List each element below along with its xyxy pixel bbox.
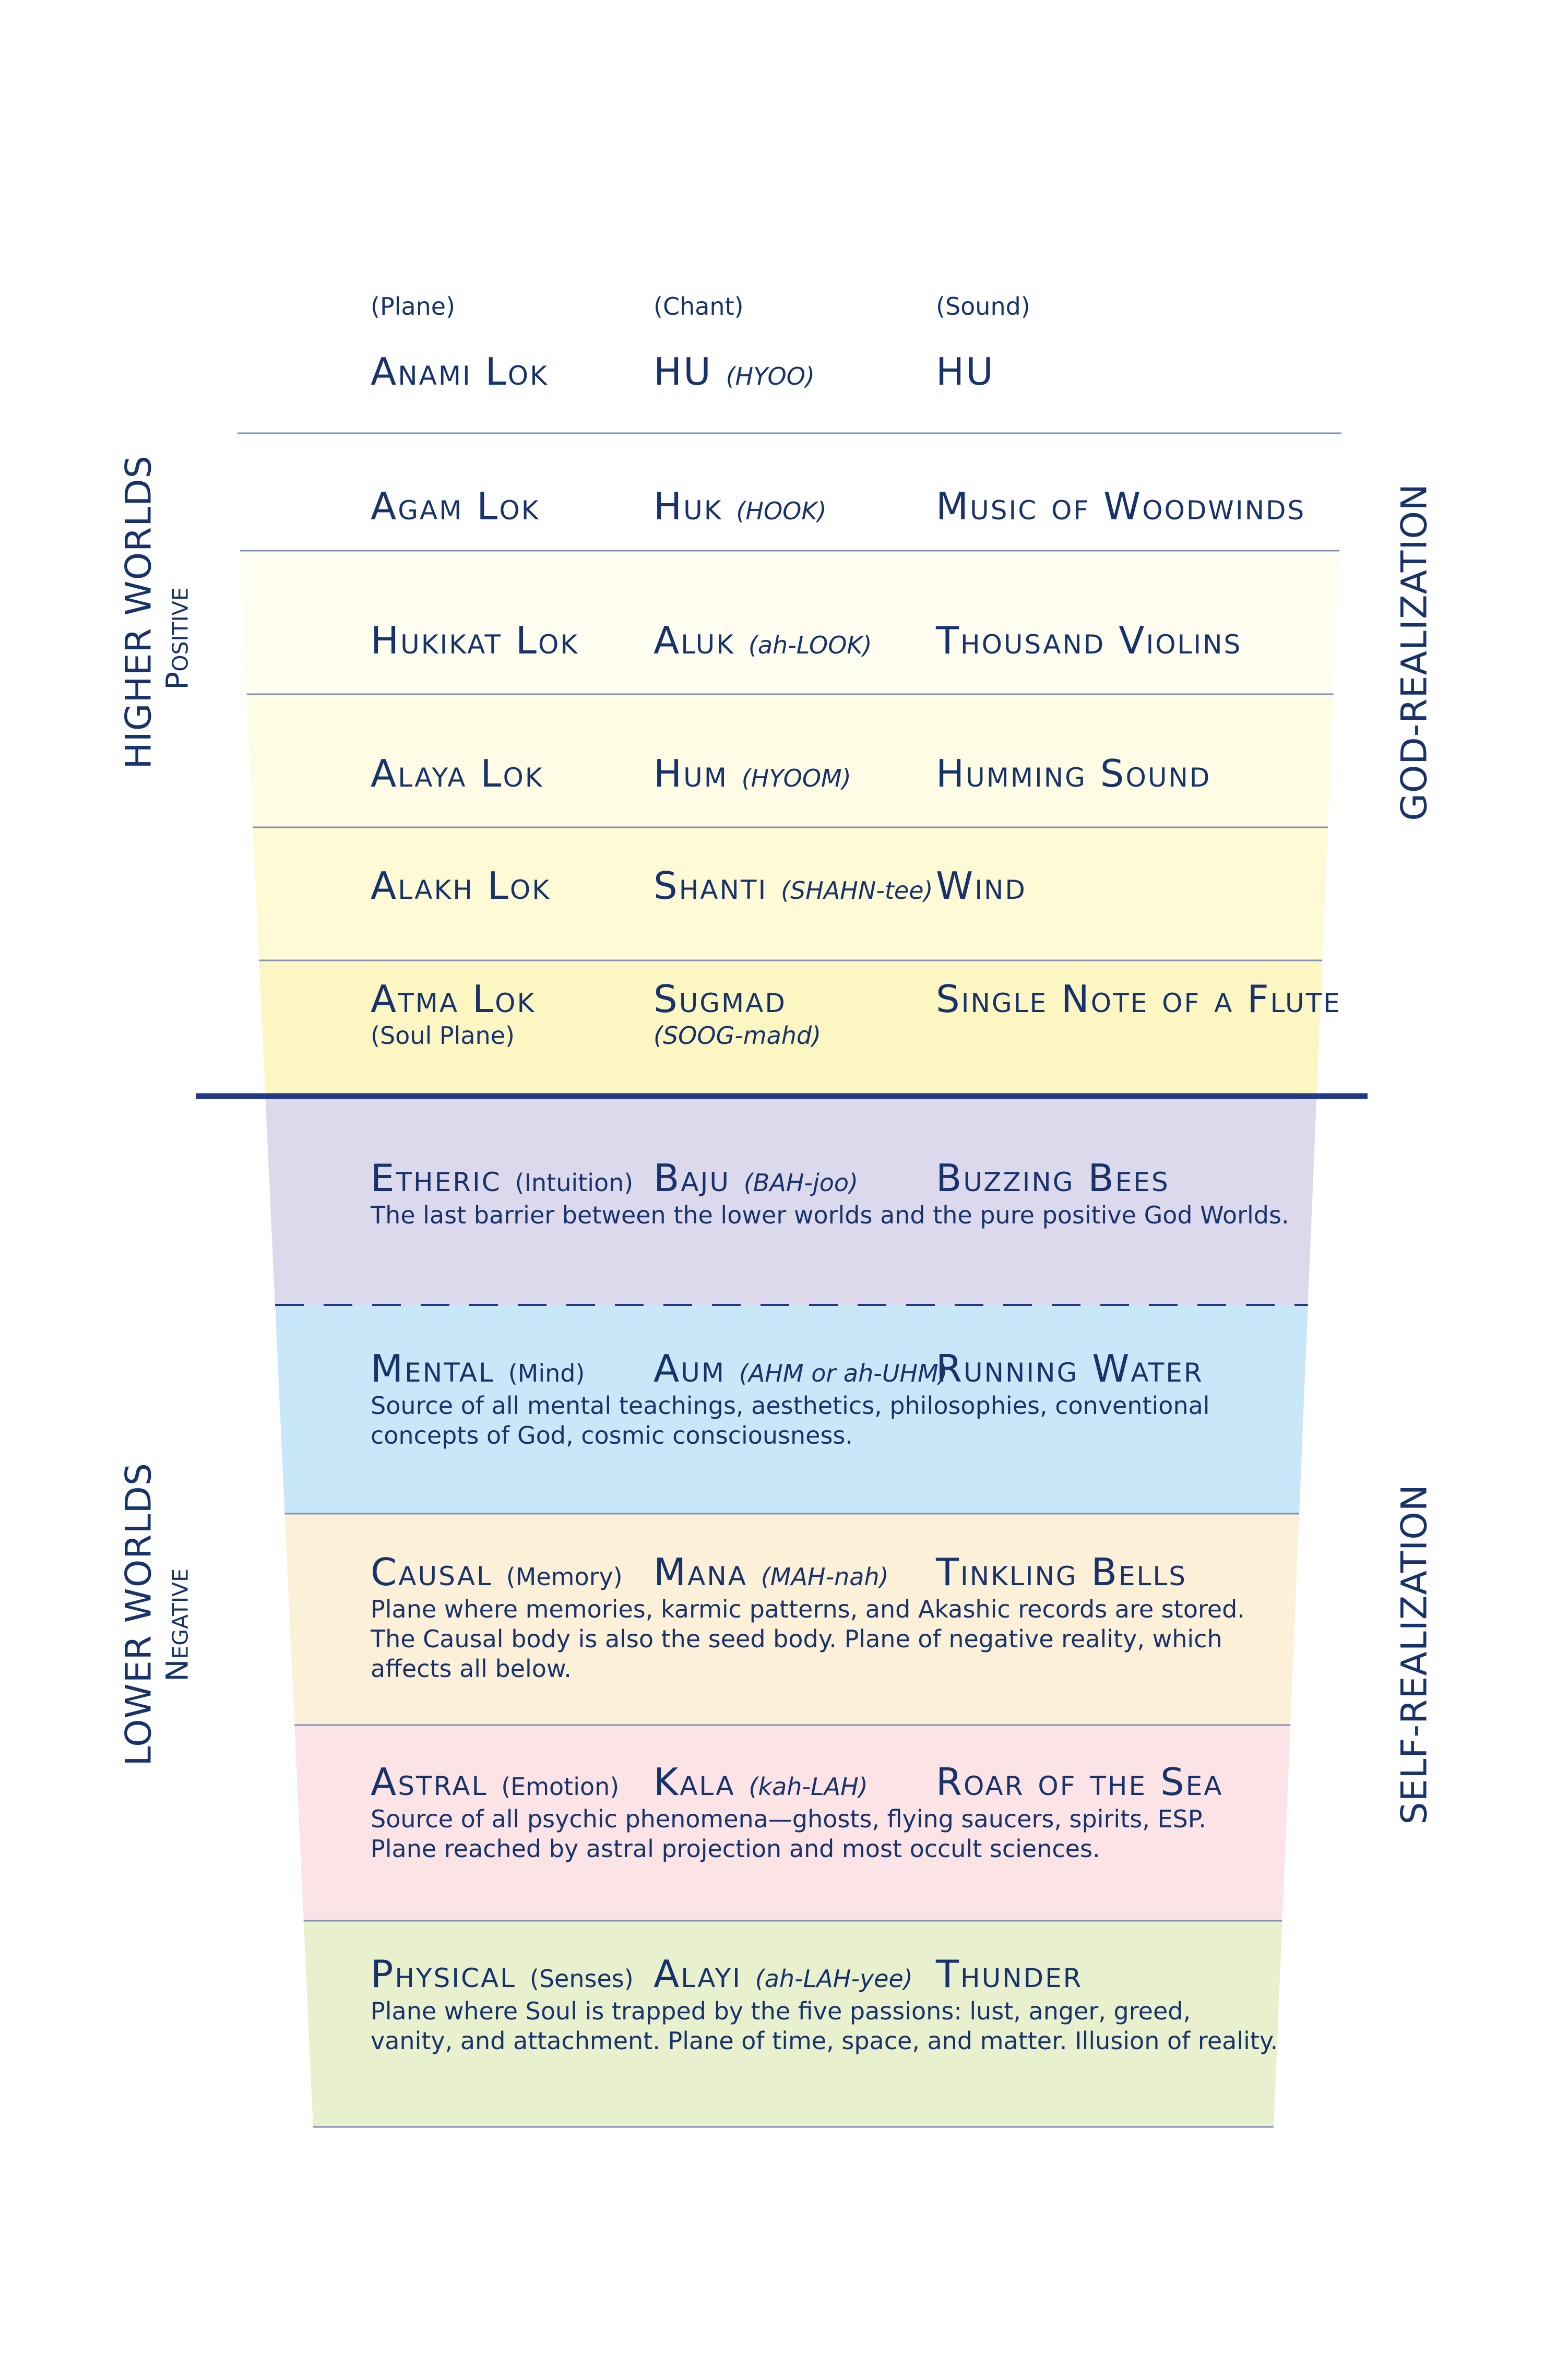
plane-note: (Mind) <box>508 1359 585 1387</box>
plane-name-text: Agam Lok <box>371 484 540 528</box>
sound: Roar of the Sea <box>936 1760 1223 1804</box>
plane-note: (Emotion) <box>501 1773 620 1801</box>
chant-text: Kala <box>654 1760 735 1804</box>
sound: Thousand Violins <box>936 619 1242 662</box>
chant <box>654 619 872 662</box>
plane-name <box>371 484 540 528</box>
lower-worlds-label: LOWER WORLDS Negative <box>118 1463 195 1766</box>
plane-name <box>371 1156 633 1200</box>
chant <box>654 977 787 1021</box>
chant-text: Shanti <box>654 864 768 908</box>
plane-description <box>371 1996 1278 2056</box>
chant-pronunciation: (AHM or ah-UHM) <box>739 1359 948 1387</box>
chant-pronunciation: (HOOK) <box>736 497 827 525</box>
sound: Thunder <box>936 1952 1083 1996</box>
description-line: vanity, and attachment. Plane of time, space, and matter. Illusion of reality. <box>371 2027 1278 2055</box>
plane-name <box>371 864 551 908</box>
plane-name-text: Alaya Lok <box>371 752 544 795</box>
plane-description <box>371 1391 1210 1451</box>
chant <box>654 752 851 795</box>
chant-pronunciation: (kah-LAH) <box>749 1773 868 1801</box>
plane-name-text: Causal <box>371 1550 493 1594</box>
chant <box>654 1550 889 1594</box>
higher-worlds-label: HIGHER WORLDS Positive <box>118 455 195 769</box>
chant-pronunciation: (MAH-nah) <box>761 1563 889 1591</box>
description-line: Source of all mental teachings, aesthetics, philosophies, conventional <box>371 1392 1210 1420</box>
plane-name <box>371 1347 585 1390</box>
chant-text: Hum <box>654 752 728 795</box>
sound: Humming Sound <box>936 752 1211 795</box>
plane-name <box>371 752 544 795</box>
chant <box>654 484 826 528</box>
chant-text: HU <box>654 350 712 394</box>
sound: Single Note of a Flute <box>936 977 1341 1021</box>
chant <box>654 1347 948 1390</box>
plane-name-text: Hukikat Lok <box>371 619 579 662</box>
plane-name-text: Mental <box>371 1347 495 1390</box>
self-realization-label: SELF-REALIZATION <box>1394 1484 1435 1825</box>
plane-name <box>371 350 549 394</box>
chant-text: Aum <box>654 1347 726 1390</box>
plane-note: (Intuition) <box>515 1169 634 1197</box>
chant <box>654 350 815 394</box>
plane-description <box>371 1200 1289 1230</box>
plane-description <box>371 1804 1206 1864</box>
plane-name-text: Alakh Lok <box>371 864 551 908</box>
plane-name <box>371 977 536 1021</box>
chant-text: Baju <box>654 1156 730 1200</box>
chant <box>654 1760 868 1804</box>
plane-note: (Senses) <box>529 1965 634 1993</box>
chant-pronunciation: (HYOOM) <box>741 764 851 792</box>
plane-name <box>371 1952 634 1996</box>
chant-text: Huk <box>654 484 723 528</box>
chant-text: Aluk <box>654 619 735 662</box>
plane-name-text: Physical <box>371 1952 517 1996</box>
plane-name-text: Anami Lok <box>371 350 549 394</box>
plane-description <box>371 1595 1245 1684</box>
plane-subline: (Soul Plane) <box>371 1021 515 1050</box>
plane-name <box>371 1550 623 1594</box>
description-line: The last barrier between the lower worlds and the pure positive God Worlds. <box>371 1201 1289 1229</box>
god-realization-label: GOD-REALIZATION <box>1394 483 1435 821</box>
description-line: Plane reached by astral projection and most occult sciences. <box>371 1835 1100 1863</box>
positive-label: Positive <box>159 587 195 690</box>
sound: HU <box>936 350 995 394</box>
description-line: Source of all psychic phenomena—ghosts, flying saucers, spirits, ESP. <box>371 1805 1206 1833</box>
chant-text: Alayi <box>654 1952 742 1996</box>
chant <box>654 1156 858 1200</box>
chant <box>654 1952 913 1996</box>
sound: Buzzing Bees <box>936 1156 1170 1200</box>
description-line: Plane where memories, karmic patterns, and Akashic records are stored. <box>371 1595 1245 1623</box>
plane-name <box>371 619 579 662</box>
header-chant: (Chant) <box>654 292 744 320</box>
header-sound: (Sound) <box>936 292 1030 320</box>
chant-text: Mana <box>654 1550 747 1594</box>
chant-pronunciation: (ah-LOOK) <box>748 631 872 659</box>
sound: Music of Woodwinds <box>936 484 1306 528</box>
chant-text: Sugmad <box>654 977 787 1021</box>
plane-name-text: Etheric <box>371 1156 502 1200</box>
plane-name-text: Astral <box>371 1760 488 1804</box>
plane-note: (Memory) <box>506 1563 623 1591</box>
sound: Tinkling Bells <box>936 1550 1187 1594</box>
chant-pronunciation: (ah-LAH-yee) <box>755 1965 913 1993</box>
description-line: Plane where Soul is trapped by the five passions: lust, anger, greed, <box>371 1997 1191 2025</box>
header-plane: (Plane) <box>371 292 456 320</box>
negative-label: Negative <box>159 1568 195 1682</box>
chant <box>654 864 933 908</box>
chant-pronunciation: (SHAHN-tee) <box>781 876 933 905</box>
plane-name <box>371 1760 619 1804</box>
description-line: The Causal body is also the seed body. Plane of negative reality, which <box>371 1625 1222 1653</box>
sound: Wind <box>936 864 1027 908</box>
chant-subline: (SOOG-mahd) <box>654 1021 822 1050</box>
plane-name-text: Atma Lok <box>371 977 536 1021</box>
sound: Running Water <box>936 1347 1204 1390</box>
chant-pronunciation: (HYOO) <box>726 362 815 390</box>
chant-pronunciation: (BAH-joo) <box>743 1169 859 1197</box>
description-line: concepts of God, cosmic consciousness. <box>371 1421 853 1449</box>
description-line: affects all below. <box>371 1655 572 1683</box>
